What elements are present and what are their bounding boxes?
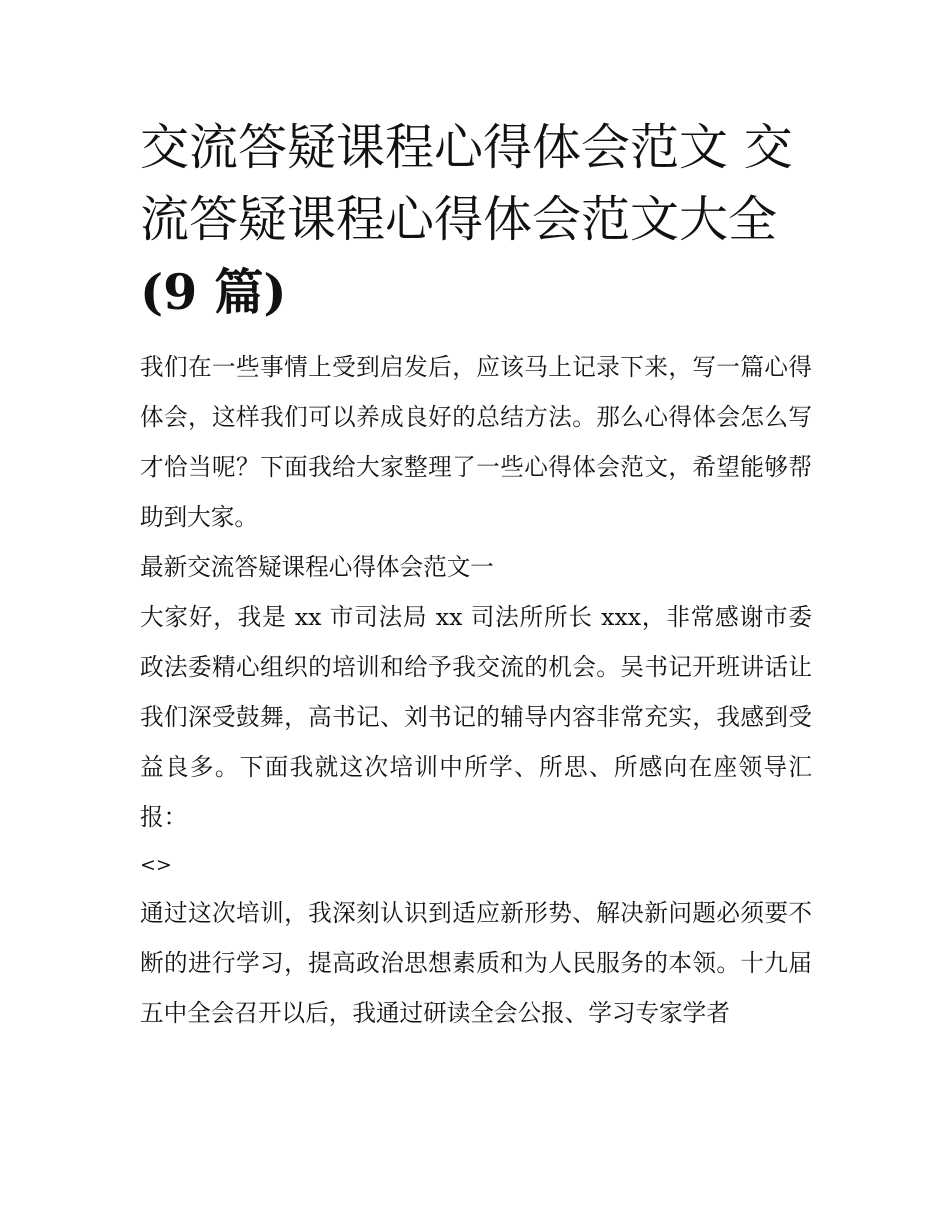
title-line-1: 交流答疑课程心得体会范文 交 — [140, 119, 793, 176]
symbol-line: <> — [140, 854, 172, 876]
body-paragraph-2: 通过这次培训，我深刻认识到适应新形势、解决新问题必须要不断的进行学习，提高政治思想素质和为人民服务的本领。十九届五中全会召开以后，我通过研读全会公报、学习专家学者 — [140, 899, 812, 1027]
document-page — [140, 112, 812, 1038]
document-title — [140, 112, 812, 328]
section-heading: 最新交流答疑课程心得体会范文一 — [140, 553, 494, 581]
title-line-3: (9 篇) — [140, 263, 287, 321]
body-paragraph-1: 大家好，我是 xx 市司法局 xx 司法所所长 xxx，非常感谢市委政法委精心组织的培训和给予我交流的机会。吴书记开班讲话让我们深受鼓舞，高书记、刘书记的辅导内容非常充实，我感到受益良多。下面我就这次培训中所学、所思、所感向在座领导汇报： — [140, 603, 812, 831]
intro-paragraph: 我们在一些事情上受到启发后，应该马上记录下来，写一篇心得体会，这样我们可以养成良好的总结方法。那么心得体会怎么写才恰当呢？下面我给大家整理了一些心得体会范文，希望能够帮助到大家。 — [140, 353, 812, 531]
title-line-2: 流答疑课程心得体会范文大全 — [140, 191, 778, 248]
